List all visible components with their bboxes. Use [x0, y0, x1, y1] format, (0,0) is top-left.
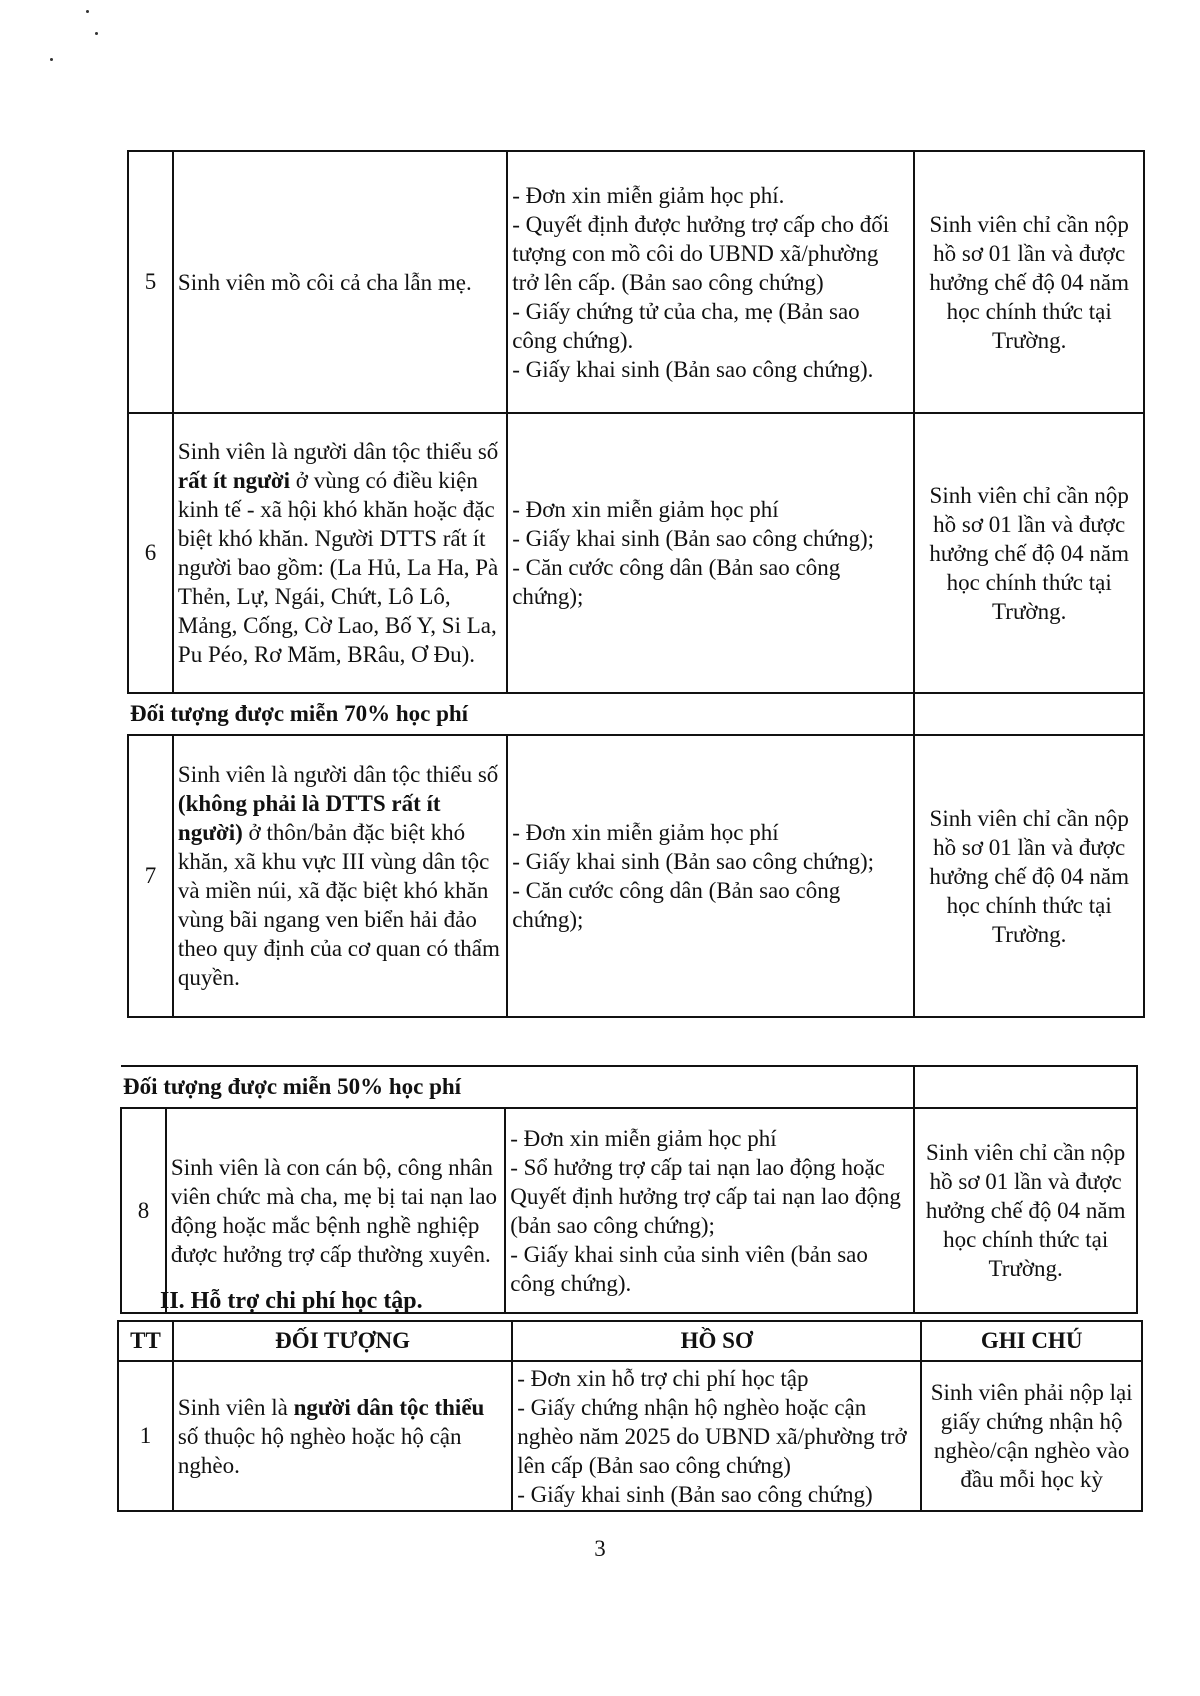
note-cell: Sinh viên phải nộp lại giấy chứng nhận hộ nghèo/cận nghèo vào đầu mỗi học kỳ	[921, 1361, 1142, 1511]
note-cell: Sinh viên chỉ cần nộp hồ sơ 01 lần và được hưởng chế độ 04 năm học chính thức tại Trường.	[914, 413, 1144, 693]
row-number: 1	[118, 1361, 173, 1511]
beneficiary-text: Sinh viên là người dân tộc thiểu số	[177, 762, 499, 787]
document-item: - Giấy khai sinh (Bản sao công chứng)	[517, 1481, 873, 1507]
section-2-heading: II. Hỗ trợ chi phí học tập.	[160, 1288, 423, 1314]
beneficiary-emphasis: người dân tộc thiểu	[293, 1394, 485, 1420]
page-number: 3	[594, 1536, 606, 1561]
document-item: - Giấy khai sinh (Bản sao công chứng);	[512, 526, 875, 551]
beneficiary-emphasis: (không phải là DTTS rất ít người)	[177, 791, 441, 845]
beneficiary-text: Sinh viên là người dân tộc thiểu số	[177, 439, 499, 464]
table-row	[121, 1108, 1137, 1313]
column-header-note: GHI CHÚ	[921, 1321, 1142, 1361]
beneficiary-cell	[173, 735, 507, 1017]
note-cell: Sinh viên chỉ cần nộp hồ sơ 01 lần và được hưởng chế độ 04 năm học chính thức tại Trường.	[914, 1108, 1137, 1313]
beneficiary-cell	[173, 413, 507, 693]
section-50-title: Đối tượng được miễn 50% học phí	[121, 1066, 914, 1108]
beneficiary-cell: Sinh viên là con cán bộ, công nhân viên chức mà cha, mẹ bị tai nạn lao động hoặc mắc bệnh nghề nghiệp được hưởng trợ cấp thường xuyên.	[166, 1108, 505, 1313]
table-row	[128, 413, 1144, 693]
beneficiary-text: ở thôn/bản đặc biệt khó khăn, xã khu vực III vùng dân tộc và miền núi, xã đặc biệt khó khăn vùng bãi ngang ven biển hải đảo theo quy định của cơ quan có thẩm quyền.	[177, 820, 500, 990]
section-70-title: Đối tượng được miễn 70% học phí	[128, 693, 914, 735]
column-header-docs: HỒ SƠ	[512, 1321, 921, 1361]
table-row	[128, 151, 1144, 413]
document-item: - Giấy chứng tử của cha, mẹ (Bản sao công chứng).	[512, 298, 860, 353]
scan-speck	[86, 10, 89, 13]
study-cost-support-table	[117, 1320, 1143, 1512]
beneficiary-cell: Sinh viên mồ côi cả cha lẫn mẹ.	[173, 151, 507, 413]
beneficiary-emphasis: rất ít người	[177, 468, 291, 493]
empty-cell	[914, 1066, 1137, 1108]
document-item: - Đơn xin miễn giảm học phí	[512, 497, 779, 522]
document-item: - Đơn xin miễn giảm học phí	[512, 820, 779, 845]
document-item: - Căn cước công dân (Bản sao công chứng);	[512, 555, 841, 609]
fee-exemption-table-top	[127, 150, 1145, 1018]
fee-exemption-table-bottom	[120, 1065, 1138, 1314]
document-item: - Giấy khai sinh (Bản sao công chứng).	[512, 356, 874, 382]
table-row	[118, 1361, 1142, 1511]
beneficiary-text: ở vùng có điều kiện kinh tế - xã hội khó khăn hoặc đặc biệt khó khăn. Người DTTS rất ít người bao gồm: (La Hủ, La Ha, Pà Thẻn, Lự, Ngái, Chứt, Lô Lô, Mảng, Cống, Cờ Lao, Bố Y, Si La, Pu Péo, Rơ Măm, BRâu, Ơ Đu).	[177, 468, 499, 667]
document-item: - Giấy khai sinh của sinh viên (bản sao công chứng).	[510, 1241, 868, 1296]
row-number: 7	[128, 735, 173, 1017]
documents-cell	[512, 1361, 921, 1511]
row-number: 8	[121, 1108, 166, 1313]
document-item: - Đơn xin miễn giảm học phí	[510, 1125, 777, 1151]
documents-cell	[507, 735, 914, 1017]
document-item: - Đơn xin miễn giảm học phí.	[512, 182, 785, 208]
document-item: - Quyết định được hưởng trợ cấp cho đối tượng con mồ côi do UBND xã/phường trở lên cấp. (Bản sao công chứng)	[512, 211, 890, 295]
documents-cell	[505, 1108, 914, 1313]
table-header-row	[118, 1321, 1142, 1361]
empty-cell	[914, 693, 1144, 735]
document-item: - Giấy chứng nhận hộ nghèo hoặc cận nghèo năm 2025 do UBND xã/phường trở lên cấp (Bản sao công chứng)	[517, 1394, 907, 1478]
beneficiary-text: Sinh viên là	[177, 1394, 294, 1420]
documents-cell	[507, 151, 914, 413]
documents-cell	[507, 413, 914, 693]
beneficiary-text: số thuộc hộ nghèo hoặc hộ cận nghèo.	[177, 1423, 462, 1478]
row-number: 5	[128, 151, 173, 413]
document-item: - Đơn xin hỗ trợ chi phí học tập	[517, 1365, 809, 1391]
document-item: - Sổ hưởng trợ cấp tai nạn lao động hoặc Quyết định hưởng trợ cấp tai nạn lao động (bản sao công chứng);	[510, 1154, 901, 1238]
column-header-tt: TT	[118, 1321, 173, 1361]
table-row	[128, 735, 1144, 1017]
row-number: 6	[128, 413, 173, 693]
note-cell: Sinh viên chỉ cần nộp hồ sơ 01 lần và được hưởng chế độ 04 năm học chính thức tại Trường.	[914, 735, 1144, 1017]
document-item: - Giấy khai sinh (Bản sao công chứng);	[512, 849, 875, 874]
beneficiary-cell	[173, 1361, 512, 1511]
section-header-row	[128, 693, 1144, 735]
note-cell: Sinh viên chỉ cần nộp hồ sơ 01 lần và được hưởng chế độ 04 năm học chính thức tại Trường.	[914, 151, 1144, 413]
document-item: - Căn cước công dân (Bản sao công chứng);	[512, 878, 841, 932]
scan-speck	[50, 58, 53, 61]
section-header-row	[121, 1066, 1137, 1108]
scan-speck	[95, 32, 98, 35]
column-header-object: ĐỐI TƯỢNG	[173, 1321, 512, 1361]
